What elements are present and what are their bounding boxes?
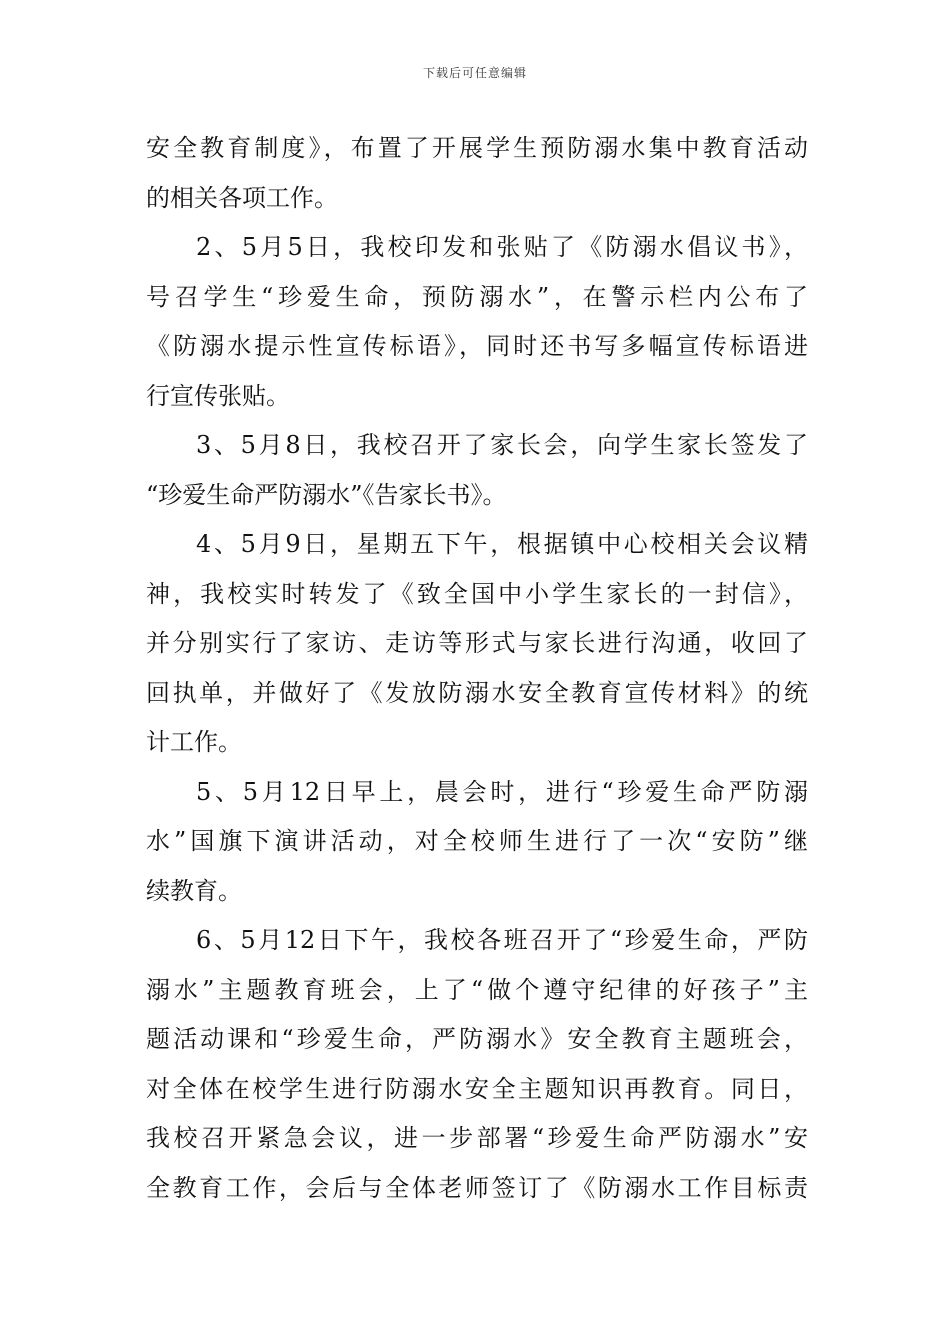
- text-line: 神，我校实时转发了《致全国中小学生家长的一封信》，: [146, 579, 808, 608]
- text-line: 题活动课和“珍爱生命，严防溺水》安全教育主题班会，: [146, 1025, 808, 1053]
- text-line: 我校召开紧急会议，进一步部署“珍爱生命严防溺水”安: [146, 1124, 808, 1152]
- text-line: 2、5月5日，我校印发和张贴了《防溺水倡议书》，: [196, 233, 808, 261]
- text-line: 全教育工作，会后与全体老师签订了《防溺水工作目标责: [146, 1173, 808, 1202]
- text-line: “珍爱生命严防溺水”《告家长书》。: [146, 480, 507, 509]
- text-line: 计工作。: [146, 728, 242, 756]
- text-line: 行宣传张贴。: [146, 381, 290, 410]
- text-line: 4、5月9日，星期五下午，根据镇中心校相关会议精: [196, 530, 808, 558]
- text-line: 5、5月12日早上，晨会时，进行“珍爱生命严防溺: [196, 777, 808, 806]
- text-line: 《防溺水提示性宣传标语》，同时还书写多幅宣传标语进: [146, 332, 808, 360]
- text-line: 续教育。: [146, 876, 242, 905]
- text-line: 6、5月12日下午，我校各班召开了“珍爱生命，严防: [196, 926, 808, 954]
- body-text: [146, 124, 808, 1213]
- text-line: 溺水”主题教育班会，上了“做个遵守纪律的好孩子”主: [146, 975, 808, 1004]
- text-line: 安全教育制度》，布置了开展学生预防溺水集中教育活动: [146, 134, 808, 162]
- header-note: 下载后可任意编辑: [422, 66, 527, 80]
- text-line: 水”国旗下演讲活动，对全校师生进行了一次“安防”继: [146, 827, 808, 855]
- text-line: 对全体在校学生进行防溺水安全主题知识再教育。同日，: [146, 1074, 808, 1103]
- text-line: 的相关各项工作。: [146, 183, 338, 212]
- text-line: 号召学生“珍爱生命，预防溺水”，在警示栏内公布了: [146, 282, 808, 311]
- text-line: 3、5月8日，我校召开了家长会，向学生家长签发了: [196, 431, 808, 459]
- text-line: 回执单，并做好了《发放防溺水安全教育宣传材料》的统: [146, 678, 808, 707]
- text-line: 并分别实行了家访、走访等形式与家长进行沟通，收回了: [146, 629, 808, 657]
